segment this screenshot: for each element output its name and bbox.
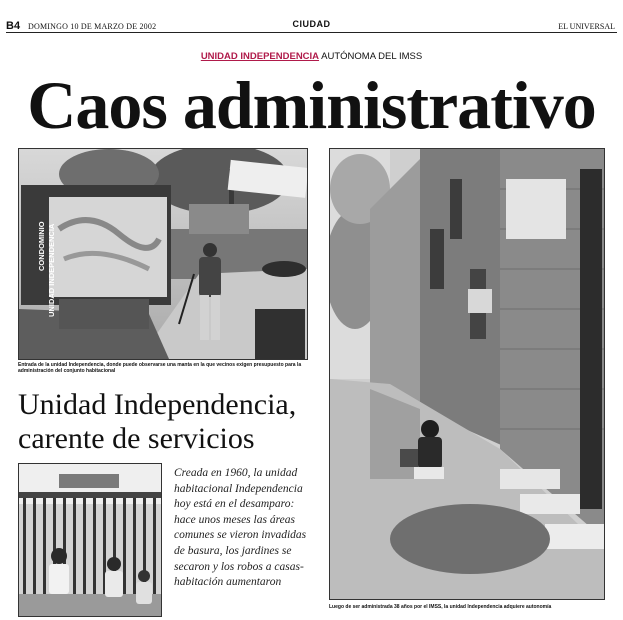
sign-line-2: UNIDAD INDEPENDENCIA — [47, 223, 56, 317]
gate-photo-illustration — [19, 464, 161, 616]
photo-street — [329, 148, 605, 600]
subheadline-line-2: carente de servicios — [18, 422, 255, 455]
page-number: B4 — [6, 20, 21, 32]
lede-paragraph: Creada en 1960, la unidad habitacional Independencia hoy está en el desamparo: hace unos meses las áreas comunes se vieron invadidas de basura, los jardines se secaron y los robos a casas-habitación aumentaron — [174, 467, 307, 589]
newspaper-name: EL UNIVERSAL — [558, 22, 615, 31]
photo-entrance — [18, 148, 308, 360]
sign-text — [23, 209, 56, 319]
entrance-photo-illustration — [19, 149, 307, 359]
subheadline — [18, 388, 318, 456]
photo-street-caption: Luego de ser administrada 38 años por el IMSS, la unidad Independencia adquiere autonomía — [329, 604, 552, 610]
kicker — [0, 51, 623, 62]
section-name: CIUDAD — [292, 19, 331, 29]
sign-line-1: CONDOMINIO — [37, 221, 46, 271]
headline: Caos administrativo — [27, 67, 596, 143]
header-rule — [6, 32, 617, 33]
issue-date: DOMINGO 10 DE MARZO DE 2002 — [28, 22, 157, 31]
street-photo-illustration — [330, 149, 604, 599]
kicker-rest: AUTÓNOMA DEL IMSS — [321, 51, 423, 62]
photo-entrance-caption: Entrada de la unidad Independencia, donde puede observarse una manta en la que vecinos exigen presupuesto para la administración del conjunto habitacional — [18, 362, 302, 374]
subheadline-line-1: Unidad Independencia, — [18, 388, 297, 421]
kicker-highlight: UNIDAD INDEPENDENCIA — [200, 51, 320, 62]
photo-gate — [18, 463, 162, 617]
